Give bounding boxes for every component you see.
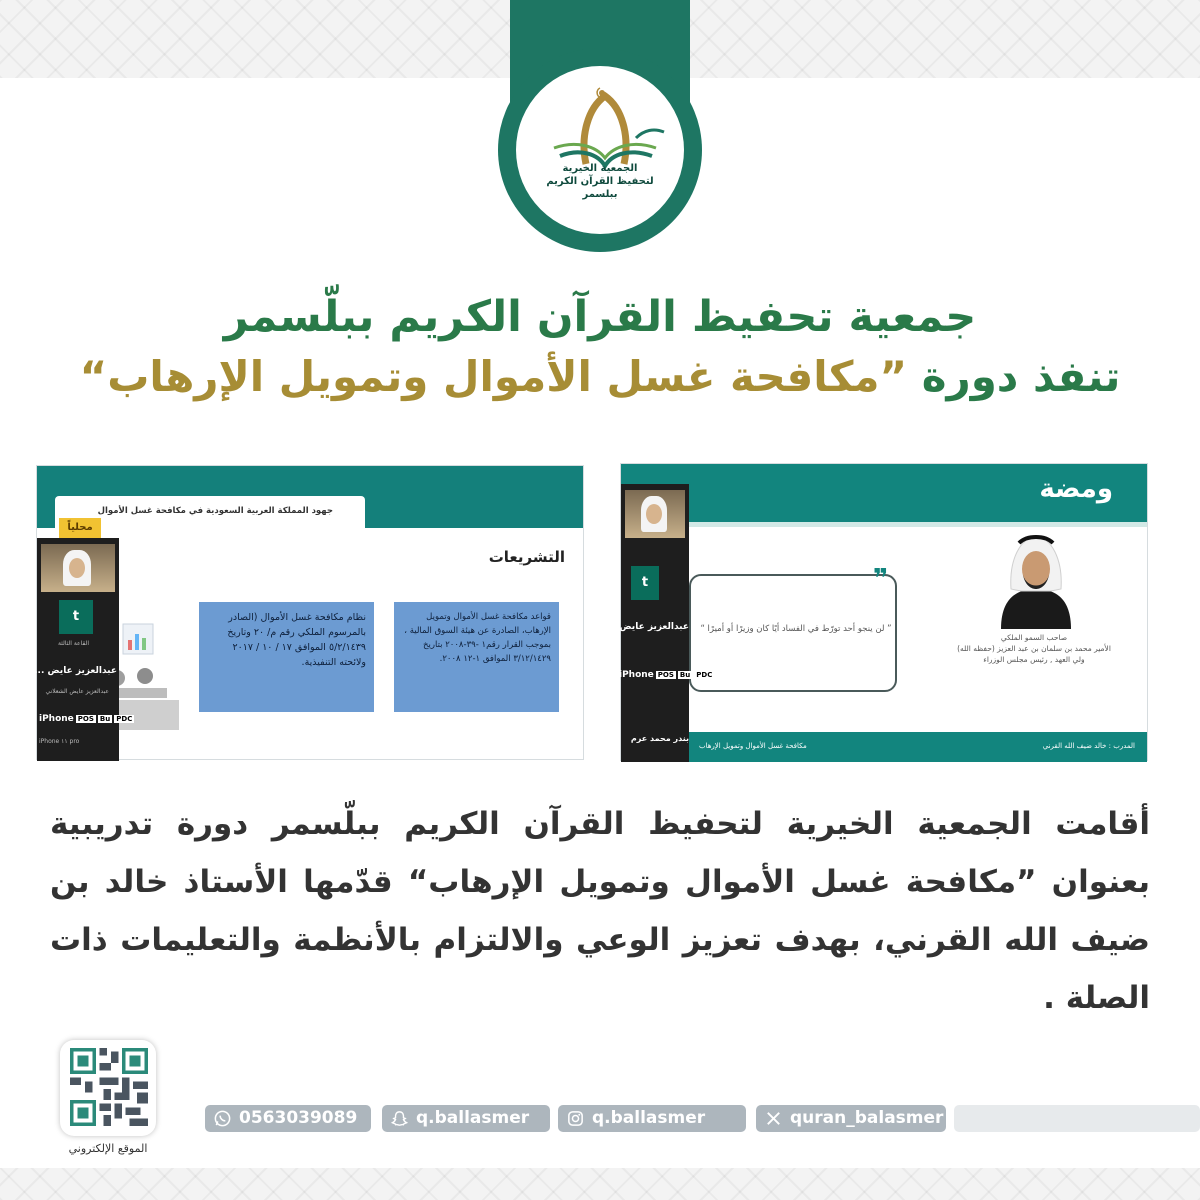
snapchat-icon — [390, 1109, 409, 1128]
instagram-handle: q.ballasmer — [592, 1108, 706, 1128]
snapchat-contact[interactable] — [382, 1105, 550, 1132]
participant-video — [41, 544, 115, 592]
device-tag-bu: Bu — [99, 715, 111, 723]
participant-video — [625, 490, 685, 538]
participant-fullname: عبدالعزيز عايض الشعلاني — [45, 688, 109, 695]
zoom-participants-panel — [34, 538, 133, 761]
device-label: iPhone — [619, 670, 654, 680]
quote-text: ” لن ينجو أحد تورّط في الفساد أيًا كان وزيرًا أو أميرًا “ — [700, 624, 892, 634]
participant-initial-tile: t — [59, 600, 93, 634]
caption-line-3: ولي العهد , رئيس مجلس الوزراء — [983, 655, 1085, 664]
headline-subtitle-lead: تنفذ دورة — [921, 352, 1121, 401]
law-box-cma-rules: قواعد مكافحة غسل الأموال وتمويل الإرهاب، الصادرة عن هيئة السوق المالية ، بموجب القرار رقم١ -٣٩-٢٠٠٨ بتاريخ ٣/١٢/١٤٢٩ الموافق ١-١٢ ٢٠٠٨. — [394, 602, 559, 712]
device-tag-bu: Bu — [679, 671, 691, 679]
local-badge: محلياً — [59, 518, 101, 538]
snapchat-handle: q.ballasmer — [416, 1108, 530, 1128]
device-tag-pdc: PDC — [116, 715, 133, 723]
slide-footer-trainer: المدرب : خالد ضيف الله القرني — [1042, 742, 1135, 750]
x-contact[interactable] — [756, 1105, 946, 1132]
participant-name: عبدالعزيز عايض ... — [34, 666, 117, 676]
slide-section-title: التشريعات — [488, 548, 565, 566]
participant-device — [619, 670, 714, 680]
device-tag-pos: POS — [657, 671, 674, 679]
participant-device — [39, 714, 134, 724]
meeting-screenshot-legislations — [36, 465, 584, 760]
participant-room-caption: القاعة الثالثة — [57, 640, 89, 647]
x-handle: quran_balasmer — [790, 1108, 944, 1128]
portrait-caption — [939, 632, 1129, 665]
qr-code-icon[interactable] — [70, 1048, 148, 1126]
headline-title: جمعية تحفيظ القرآن الكريم ببلّسمر — [223, 292, 977, 342]
website-label[interactable]: الموقع الإلكتروني — [68, 1142, 148, 1155]
participant-face — [69, 558, 85, 578]
empty-contact-bar — [954, 1105, 1200, 1132]
participant-name: عبدالعزيز عايض — [619, 622, 689, 632]
whatsapp-number: 0563039089 — [239, 1108, 358, 1128]
meeting-screenshot-flash — [620, 463, 1148, 761]
x-icon — [764, 1109, 783, 1128]
caption-line-1: صاحب السمو الملكي — [1000, 633, 1068, 642]
law-box-aml-system: نظام مكافحة غسل الأموال (الصادر بالمرسوم الملكي رقم م/ ٢٠ وتاريخ ٥/٢/١٤٣٩ الموافق ١٧ / ١٠ / ٢٠١٧ ولائحته التنفيذية. — [199, 602, 374, 712]
logo-line-2: لتحفيظ القرآن الكريم — [546, 176, 654, 187]
device-tag-pdc: PDC — [696, 671, 713, 679]
participant-name-secondary: بندر محمد عرم — [630, 734, 689, 743]
device-label: iPhone — [39, 714, 74, 724]
participant-device-footer: iPhone ١١ pro — [39, 738, 80, 745]
device-tag-pos: POS — [77, 715, 94, 723]
participant-initial-tile: t — [631, 566, 659, 600]
logo-line-3: ببلسمر — [582, 189, 618, 200]
slide-title: ومضة — [1039, 474, 1113, 504]
headline-subtitle — [40, 352, 1160, 401]
slide-footer-course: مكافحة غسل الأموال وتمويل الإرهاب — [699, 742, 807, 750]
instagram-icon — [566, 1109, 585, 1128]
slide-header-band — [621, 522, 1147, 527]
headline-subtitle-course: ”مكافحة غسل الأموال وتمويل الإرهاب“ — [79, 352, 908, 401]
portrait-image — [981, 529, 1091, 629]
slide-header-text: جهود المملكة العربية السعودية في مكافحة غسل الأموال — [97, 506, 333, 516]
whatsapp-contact[interactable] — [205, 1105, 371, 1132]
news-paragraph: أقامت الجمعية الخيرية لتحفيظ القرآن الكريم ببلّسمر دورة تدريبية بعنوان ”مكافحة غسل الأموال وتمويل الإرهاب“ قدّمها الأستاذ خالد بن ضيف الله القرني، بهدف تعزيز الوعي والالتزام بالأنظمة والتعليمات ذات الصلة . — [50, 806, 1150, 1016]
whatsapp-icon — [213, 1109, 232, 1128]
participant-face — [646, 504, 662, 524]
caption-line-2: الأمير محمد بن سلمان بن عبد العزيز (حفظه الله) — [957, 644, 1111, 653]
instagram-contact[interactable] — [558, 1105, 746, 1132]
logo-wordmark — [520, 162, 680, 201]
bottom-pattern-band — [0, 1168, 1200, 1200]
zoom-participants-panel — [619, 484, 713, 762]
logo-line-1: الجمعية الخيرية — [562, 163, 638, 174]
quote-mark-icon: ❞ — [873, 564, 889, 594]
